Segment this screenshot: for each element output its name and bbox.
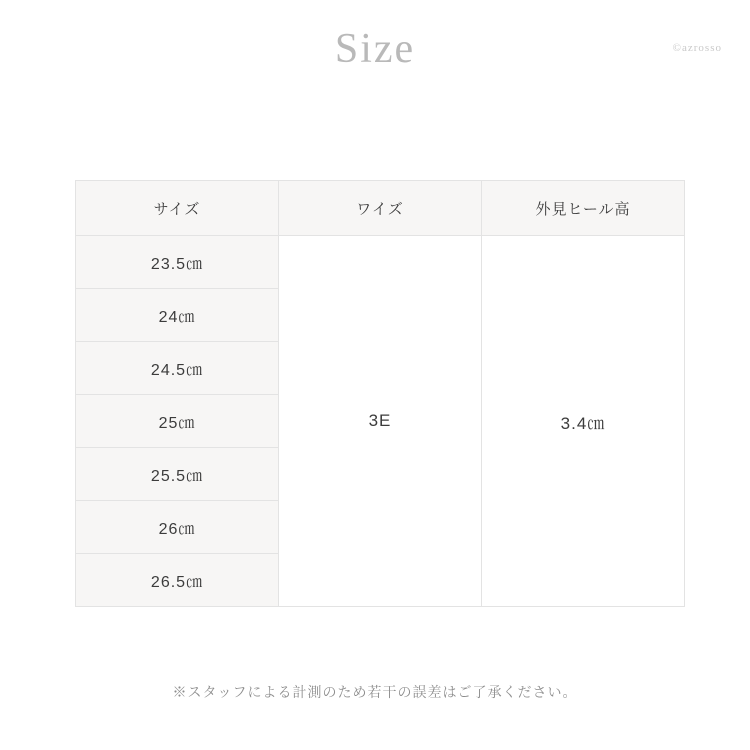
table-header-row <box>76 181 685 236</box>
size-value: 26.5㎝ <box>76 554 279 607</box>
table-row <box>76 236 685 289</box>
size-value: 23.5㎝ <box>76 236 279 289</box>
heel-height-value: 3.4㎝ <box>482 236 685 607</box>
width-value: 3E <box>279 236 482 607</box>
column-header-size: サイズ <box>76 181 279 236</box>
brand-watermark: ©azrosso <box>672 42 722 54</box>
page-title: Size <box>334 26 416 72</box>
column-header-width: ワイズ <box>279 181 482 236</box>
table-body <box>76 236 685 607</box>
measurement-note: ※スタッフによる計測のため若干の誤差はご了承ください。 <box>172 684 578 700</box>
size-table <box>75 180 685 607</box>
size-value: 24㎝ <box>76 289 279 342</box>
size-value: 24.5㎝ <box>76 342 279 395</box>
size-value: 25㎝ <box>76 395 279 448</box>
size-value: 25.5㎝ <box>76 448 279 501</box>
table-header <box>76 181 685 236</box>
column-header-heel-height: 外見ヒール高 <box>482 181 685 236</box>
size-value: 26㎝ <box>76 501 279 554</box>
